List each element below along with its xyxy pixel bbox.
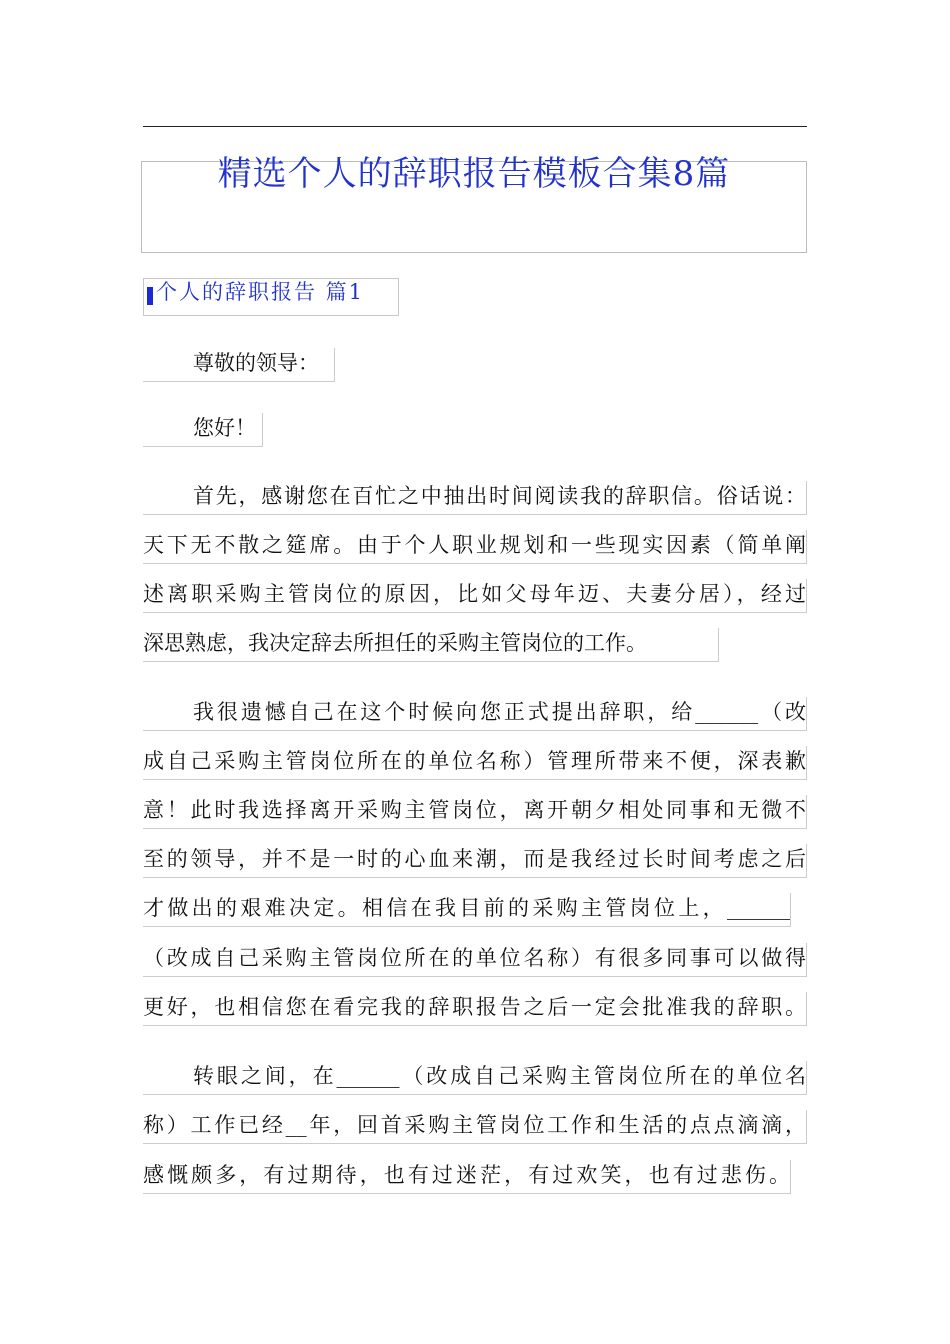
paragraph-3-line-1: 转眼之间，在______（改成自己采购主管岗位所在的单位名 bbox=[143, 1061, 807, 1095]
paragraph-1-line-1: 首先，感谢您在百忙之中抽出时间阅读我的辞职信。俗话说： bbox=[143, 481, 807, 515]
paragraph-2-line-2: 成自己采购主管岗位所在的单位名称）管理所带来不便，深表歉 bbox=[143, 746, 807, 780]
header-rule bbox=[143, 126, 807, 127]
paragraph-3-line-3: 感慨颇多，有过期待，也有过迷茫，有过欢笑，也有过悲伤。 bbox=[143, 1160, 791, 1194]
paragraph-2-line-3: 意！此时我选择离开采购主管岗位，离开朝夕相处同事和无微不 bbox=[143, 795, 807, 829]
paragraph-1-line-2: 天下无不散之筵席。由于个人职业规划和一些现实因素（简单阐 bbox=[143, 530, 807, 564]
paragraph-2-line-4: 至的领导，并不是一时的心血来潮，而是我经过长时间考虑之后 bbox=[143, 844, 807, 878]
paragraph-1-line-4: 深思熟虑，我决定辞去所担任的采购主管岗位的工作。 bbox=[143, 628, 719, 662]
paragraph-2-line-6: （改成自己采购主管岗位所在的单位名称）有很多同事可以做得 bbox=[143, 943, 807, 977]
paragraph-2-line-1: 我很遗憾自己在这个时候向您正式提出辞职，给______（改 bbox=[143, 697, 807, 731]
paragraph-2-line-7: 更好，也相信您在看完我的辞职报告之后一定会批准我的辞职。 bbox=[143, 992, 807, 1026]
greeting: 您好！ bbox=[143, 413, 263, 447]
document-title: 精选个人的辞职报告模板合集8篇 bbox=[217, 154, 731, 194]
section-heading: 个人的辞职报告 篇1 bbox=[156, 280, 365, 304]
text-cursor-marker bbox=[147, 287, 153, 305]
paragraph-2-line-5: 才做出的艰难决定。相信在我目前的采购主管岗位上，______ bbox=[143, 893, 791, 927]
paragraph-3-line-2: 称）工作已经__年，回首采购主管岗位工作和生活的点点滴滴， bbox=[143, 1110, 807, 1144]
paragraph-1-line-3: 述离职采购主管岗位的原因，比如父母年迈、夫妻分居），经过 bbox=[143, 579, 807, 613]
salutation: 尊敬的领导： bbox=[143, 348, 335, 382]
